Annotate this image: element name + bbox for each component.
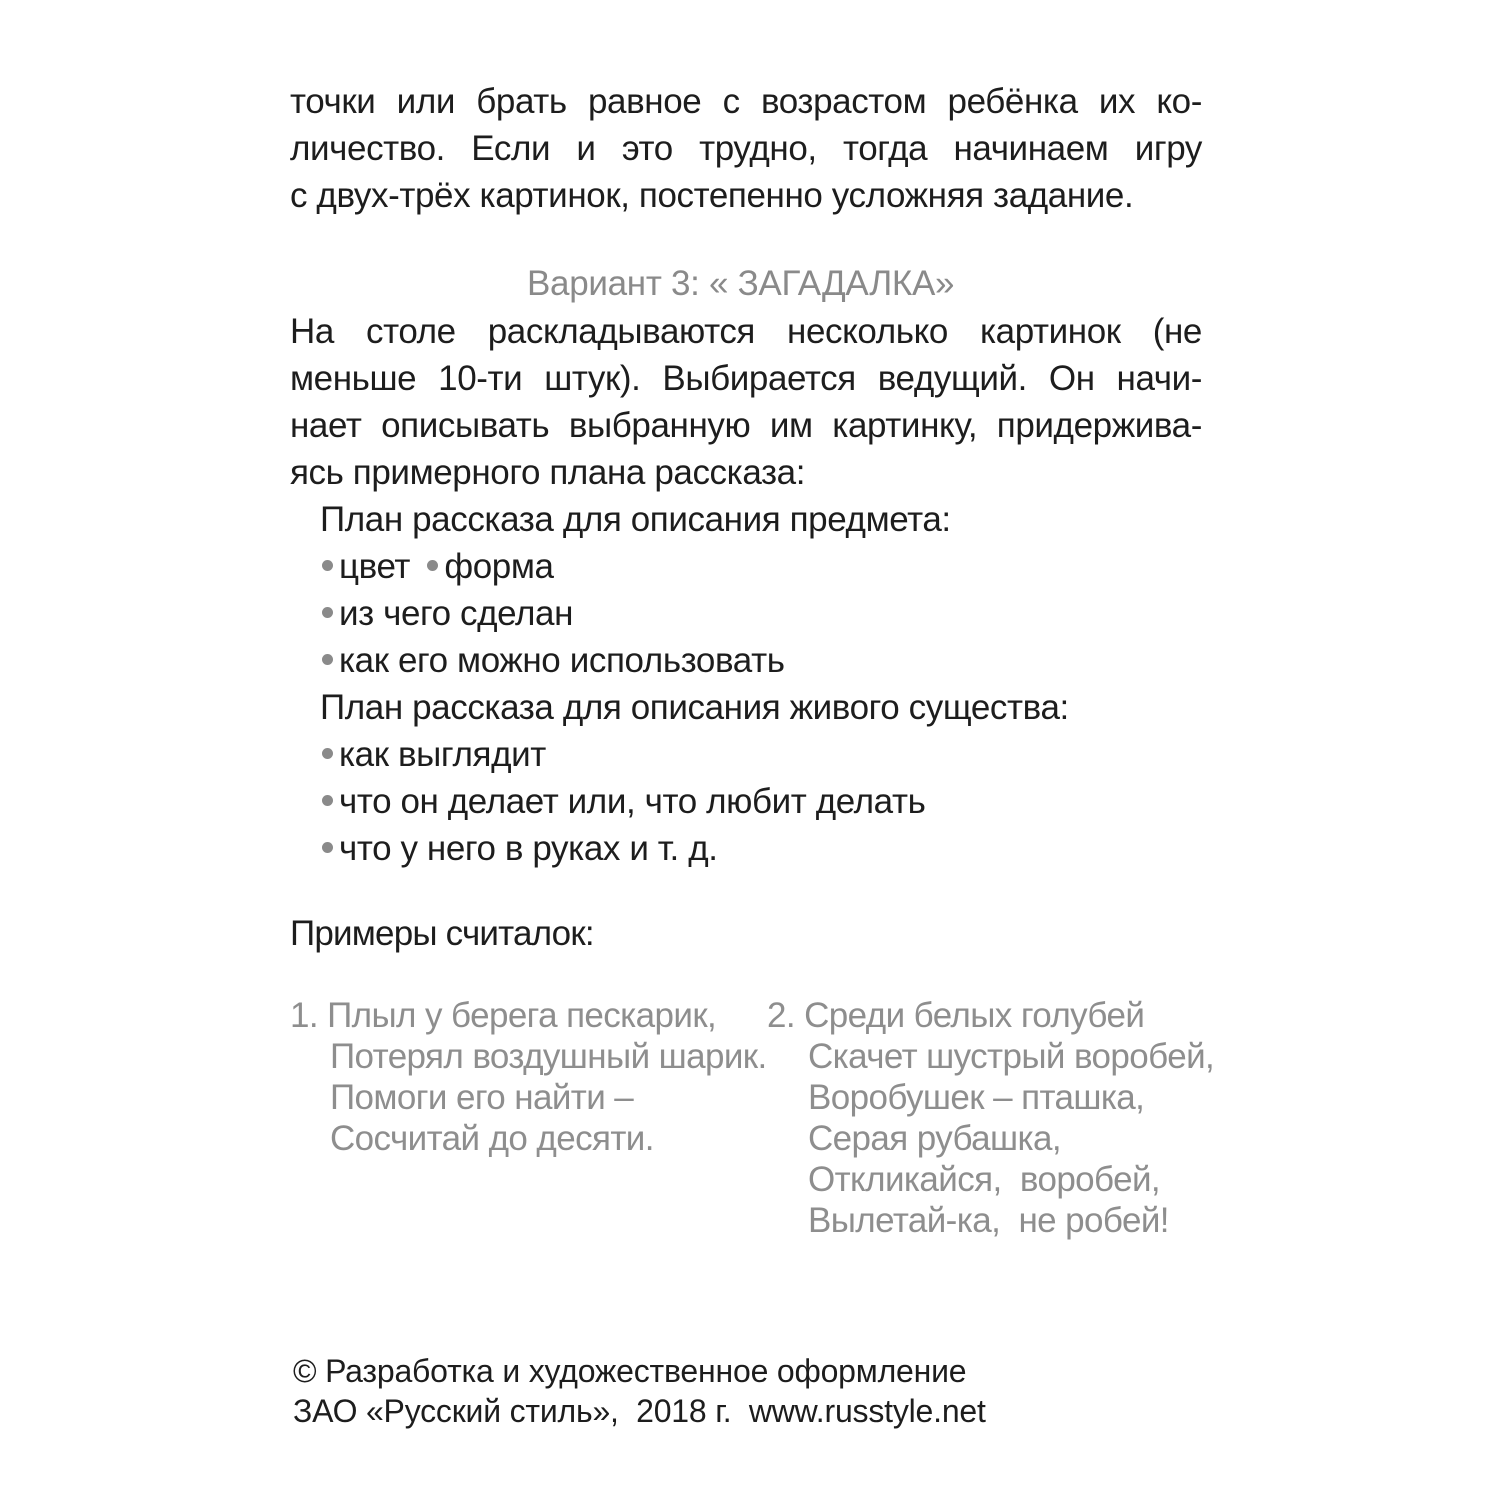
poem-1-line-1: Плыл у берега пескарик, [327,996,717,1035]
poem-1-line-2: Потерял воздушный шарик. [330,1037,767,1076]
variant-line-1: На столе раскладываются несколько картинок (не [290,312,1202,351]
bullet-dot [427,560,438,571]
plan-object-item: как его можно использовать [339,641,785,680]
plan-living-title: План рассказа для описания живого существа: [320,688,1069,727]
variant-line-4: ясь примерного плана рассказа: [290,453,806,492]
bullet-dot [322,748,333,759]
intro-line-1: точки или брать равное с возрастом ребёнка их ко- [290,82,1202,121]
bullet-dot [322,560,333,571]
plan-object-item: цвет [339,547,410,586]
intro-line-3: с двух-трёх картинок, постепенно усложняя задание. [290,176,1134,215]
intro-line-2: личество. Если и это трудно, тогда начинаем игру [290,129,1202,168]
poem-2-line-2: Скачет шустрый воробей, [808,1037,1215,1076]
plan-object-item-row-2 [320,590,573,637]
plan-living-item: что он делает или, что любит делать [339,782,926,821]
plan-object-title: План рассказа для описания предмета: [320,500,951,539]
poem-1 [290,995,767,1159]
plan-object-item-row-3 [320,637,785,684]
footer-line-1: © Разработка и художественное оформление [293,1353,967,1389]
variant-heading: Вариант 3: « ЗАГАДАЛКА» [527,264,955,303]
plan-object-item: из чего сделан [339,594,574,633]
plan-living-item: как выглядит [339,735,546,774]
page [290,0,1215,1500]
poem-2 [767,995,1214,1241]
examples-title: Примеры считалок: [290,914,594,953]
bullet-dot [322,654,333,665]
bullet-dot [322,795,333,806]
poem-1-line-3: Помоги его найти – [330,1078,634,1117]
poem-2-number: 2. [767,996,795,1035]
plan-object-item: форма [444,547,554,586]
bullet-dot [322,842,333,853]
plan-living-item-row-1 [320,731,546,778]
plan-object-item-row-1 [320,543,554,590]
bullet-dot [322,607,333,618]
poem-2-line-3: Воробушек – пташка, [808,1078,1145,1117]
plan-living-item: что у него в руках и т. д. [339,829,718,868]
poem-2-line-4: Серая рубашка, [808,1119,1061,1158]
plan-living-item-row-2 [320,778,925,825]
variant-line-3: нает описывать выбранную им картинку, придержива- [290,406,1202,445]
plan-living-item-row-3 [320,825,718,872]
poem-2-line-5: Откликайся, воробей, [808,1160,1161,1199]
variant-line-2: меньше 10-ти штук). Выбирается ведущий. Он начи- [290,359,1202,398]
poem-2-line-6: Вылетай-ка, не робей! [808,1201,1169,1240]
poem-1-line-4: Сосчитай до десяти. [330,1119,654,1158]
poem-2-line-1: Среди белых голубей [804,996,1145,1035]
poem-1-number: 1. [290,996,318,1035]
footer-line-2: ЗАО «Русский стиль», 2018 г. www.russtyle.net [293,1393,986,1429]
